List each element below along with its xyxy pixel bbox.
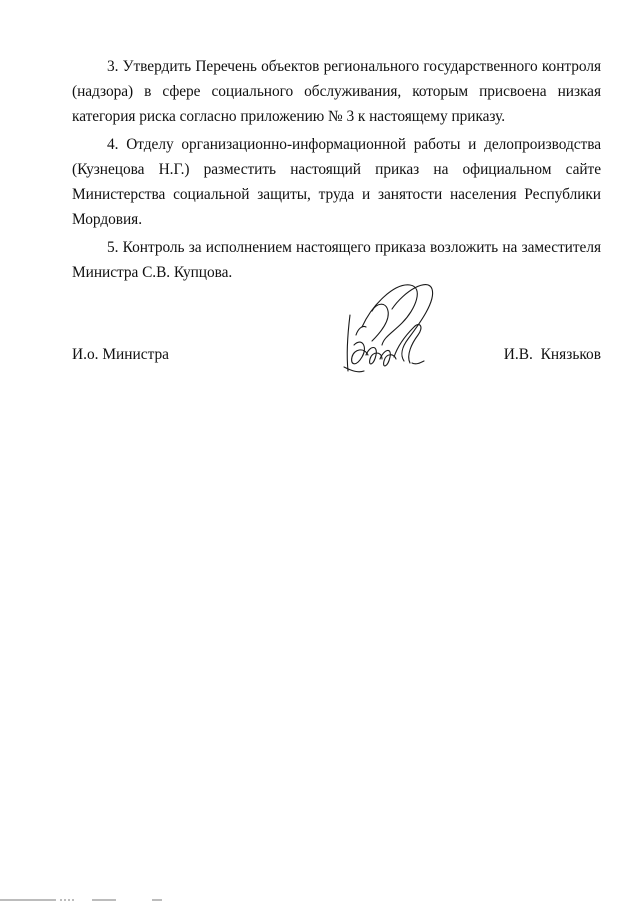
paragraph-3: 3. Утвердить Перечень объектов регионального государственного контроля (надзора) в сфере социального обслуживания, которым присвоена низкая категория риска согласно приложению № 3 к настоящему приказу. [72,58,601,125]
paragraph-5: 5. Контроль за исполнением настоящего приказа возложить на заместителя Министра С.В. Купцова. [72,239,601,281]
paragraph-4: 4. Отделу организационно-информационной работы и делопроизводства (Кузнецова Н.Г.) разместить настоящий приказ на официальном сайте Министерства социальной защиты, труда и занятости населения Республики Мордовия. [72,136,601,228]
document-body [72,54,601,285]
scan-artifact-marks [0,896,180,905]
signer-position: И.о. Министра [72,346,170,363]
signature-block [72,342,601,367]
signer-name: И.В. Князьков [503,346,601,363]
